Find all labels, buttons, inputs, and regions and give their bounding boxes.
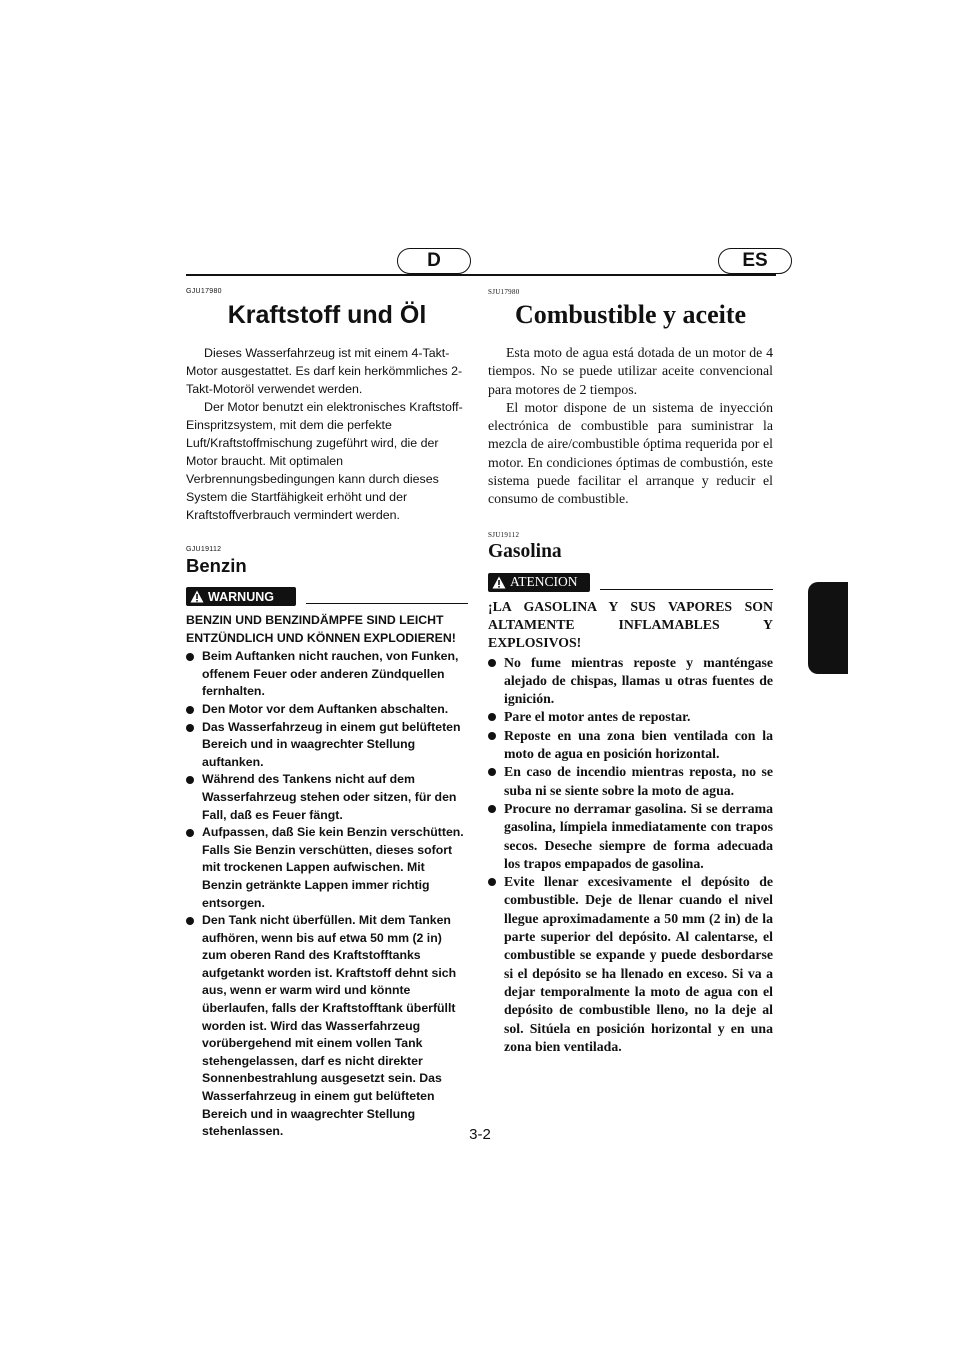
engine-paragraph: Der Motor benutzt ein elektronisches Kraftstoff-Einspritzsystem, mit dem die perfekte Luft/Kraftstoffmischung zugeführt wird, die der Motor braucht. Mit optimalen Verbrennungsbedingungen kann durch dieses System die Startfähigkeit erhöht und der Kraftstoffverbrauch vermindert werden. bbox=[186, 400, 463, 522]
chapter-thumb-tab bbox=[808, 582, 848, 674]
list-item-text: Reposte en una zona bien ventilada con la moto de agua en posición horizontal. bbox=[504, 727, 773, 762]
warning-list bbox=[186, 648, 468, 1141]
list-item-text: Aufpassen, daß Sie kein Benzin verschütten. Falls Sie Benzin verschütten, dieses sofort mit trockenen Lappen aufwischen. Mit Benzin getränkte Lappen immer richtig entsorgen. bbox=[202, 825, 464, 910]
warning-label: ATENCION bbox=[510, 574, 578, 590]
list-item-text: Das Wasserfahrzeug in einem gut belüfteten Bereich und in waagrechter Stellung auftanken. bbox=[202, 719, 461, 769]
subsection-code: SJU19112 bbox=[488, 530, 520, 539]
warning-rule bbox=[306, 603, 468, 604]
warning-label: WARNUNG bbox=[208, 589, 274, 604]
list-item bbox=[488, 654, 773, 709]
warning-badge bbox=[488, 573, 590, 592]
bullet-icon bbox=[488, 805, 496, 813]
page-number: 3-2 bbox=[469, 1126, 491, 1143]
list-item-text: Evite llenar excesivamente el depósito de combustible. Deje de llenar cuando el nivel llegue aproximadamente a 50 mm (2 in) de la parte superior del depósito. Al calentarse, el combustible se expande y puede desbordarse si el depósito se ha llenado en exceso. Si va a dejar temporalmente la moto de agua con el depósito de combustible lleno, no la deje al sol. Sitúela en posición horizontal y en una zona bien ventilada. bbox=[504, 874, 773, 1054]
list-item bbox=[186, 701, 468, 719]
list-item bbox=[488, 708, 773, 726]
spanish-column bbox=[488, 288, 773, 1056]
list-item-text: Pare el motor antes de repostar. bbox=[504, 709, 691, 725]
warning-header bbox=[488, 573, 773, 592]
section-title: Kraftstoff und Öl bbox=[227, 301, 427, 329]
bullet-icon bbox=[186, 653, 194, 661]
list-item bbox=[186, 912, 468, 1141]
subsection-title: Benzin bbox=[186, 555, 247, 576]
section-code: SJU17980 bbox=[488, 288, 520, 296]
subsection-code: GJU19112 bbox=[186, 546, 222, 553]
warning-header bbox=[186, 587, 468, 606]
bullet-icon bbox=[186, 917, 194, 925]
list-item bbox=[488, 727, 773, 764]
bullet-icon bbox=[488, 713, 496, 721]
bullet-icon bbox=[186, 724, 194, 732]
list-item bbox=[186, 648, 468, 701]
list-item bbox=[488, 763, 773, 800]
warning-lead: BENZIN UND BENZINDÄMPFE SIND LEICHT ENTZÜNDLICH UND KÖNNEN EXPLODIEREN! bbox=[186, 613, 456, 645]
list-item bbox=[186, 824, 468, 912]
list-item-text: Beim Auftanken nicht rauchen, von Funken, offenem Feuer oder anderen Zündquellen fernhalten. bbox=[202, 649, 459, 699]
warning-badge bbox=[186, 587, 296, 606]
language-tag-spanish: ES bbox=[718, 248, 792, 274]
bullet-icon bbox=[186, 706, 194, 714]
intro-paragraph: Esta moto de agua está dotada de un motor de 4 tiempos. No se puede utilizar aceite convencional para motores de 2 tiempos. bbox=[488, 345, 773, 397]
list-item-text: Während des Tankens nicht auf dem Wasserfahrzeug stehen oder sitzen, für den Fall, daß es Feuer fängt. bbox=[202, 772, 457, 822]
engine-paragraph: El motor dispone de un sistema de inyección electrónica de combustible para suministrar la mezcla de aire/combustible óptima requerida por el motor. En condiciones óptimas de combustión, este sistema puede facilitar el arranque y reducir el consumo de combustible. bbox=[488, 399, 773, 507]
list-item-text: En caso de incendio mientras reposta, no se suba ni se siente sobre la moto de agua. bbox=[504, 764, 773, 798]
intro-paragraph: Dieses Wasserfahrzeug ist mit einem 4-Takt-Motor ausgestattet. Es darf kein herkömmliches 2-Takt-Motoröl verwendet werden. bbox=[186, 346, 463, 396]
bullet-icon bbox=[488, 659, 496, 667]
warning-triangle-icon bbox=[190, 590, 204, 603]
subsection-title: Gasolina bbox=[488, 540, 562, 562]
bullet-icon bbox=[186, 776, 194, 784]
bullet-icon bbox=[488, 878, 496, 886]
warning-list bbox=[488, 654, 773, 1057]
list-item-text: Procure no derramar gasolina. Si se derrama gasolina, límpiela inmediatamente con trapos secos. Deseche siempre de forma adecuada los trapos empapados de gasolina. bbox=[504, 800, 773, 871]
list-item bbox=[186, 771, 468, 824]
list-item bbox=[186, 719, 468, 772]
section-code: GJU17980 bbox=[186, 288, 222, 295]
list-item bbox=[488, 873, 773, 1056]
bullet-icon bbox=[488, 732, 496, 740]
list-item-text: No fume mientras reposte y manténgase alejado de chispas, llamas u otras fuentes de ignición. bbox=[504, 654, 773, 707]
list-item-text: Den Motor vor dem Auftanken abschalten. bbox=[202, 701, 449, 716]
bullet-icon bbox=[488, 768, 496, 776]
section-title: Combustible y aceite bbox=[514, 300, 747, 329]
header-rule bbox=[186, 274, 776, 276]
language-tag-german: D bbox=[397, 248, 471, 274]
german-column bbox=[186, 288, 468, 1141]
warning-rule bbox=[600, 589, 773, 590]
list-item bbox=[488, 800, 773, 873]
warning-lead: ¡LA GASOLINA Y SUS VAPORES SON ALTAMENTE INFLAMABLES Y EXPLOSIVOS! bbox=[488, 598, 773, 651]
warning-triangle-icon bbox=[492, 576, 506, 589]
bullet-icon bbox=[186, 829, 194, 837]
list-item-text: Den Tank nicht überfüllen. Mit dem Tanken aufhören, wenn bis auf etwa 50 mm (2 in) zum oberen Rand des Kraftstofftanks aufgetankt worden ist. Kraftstoff dehnt sich aus, wenn er warm wird und könnte überlaufen, falls der Kraftstofftank überfüllt worden ist. Wird das Wasserfahrzeug vorübergehend mit einem vollen Tank stehengelassen, darf es nicht direkter Sonnenbestrahlung ausgesetzt sein. Das Wasserfahrzeug in einem gut belüfteten Bereich und in waagrechter Stellung stehenlassen. bbox=[202, 913, 457, 1139]
